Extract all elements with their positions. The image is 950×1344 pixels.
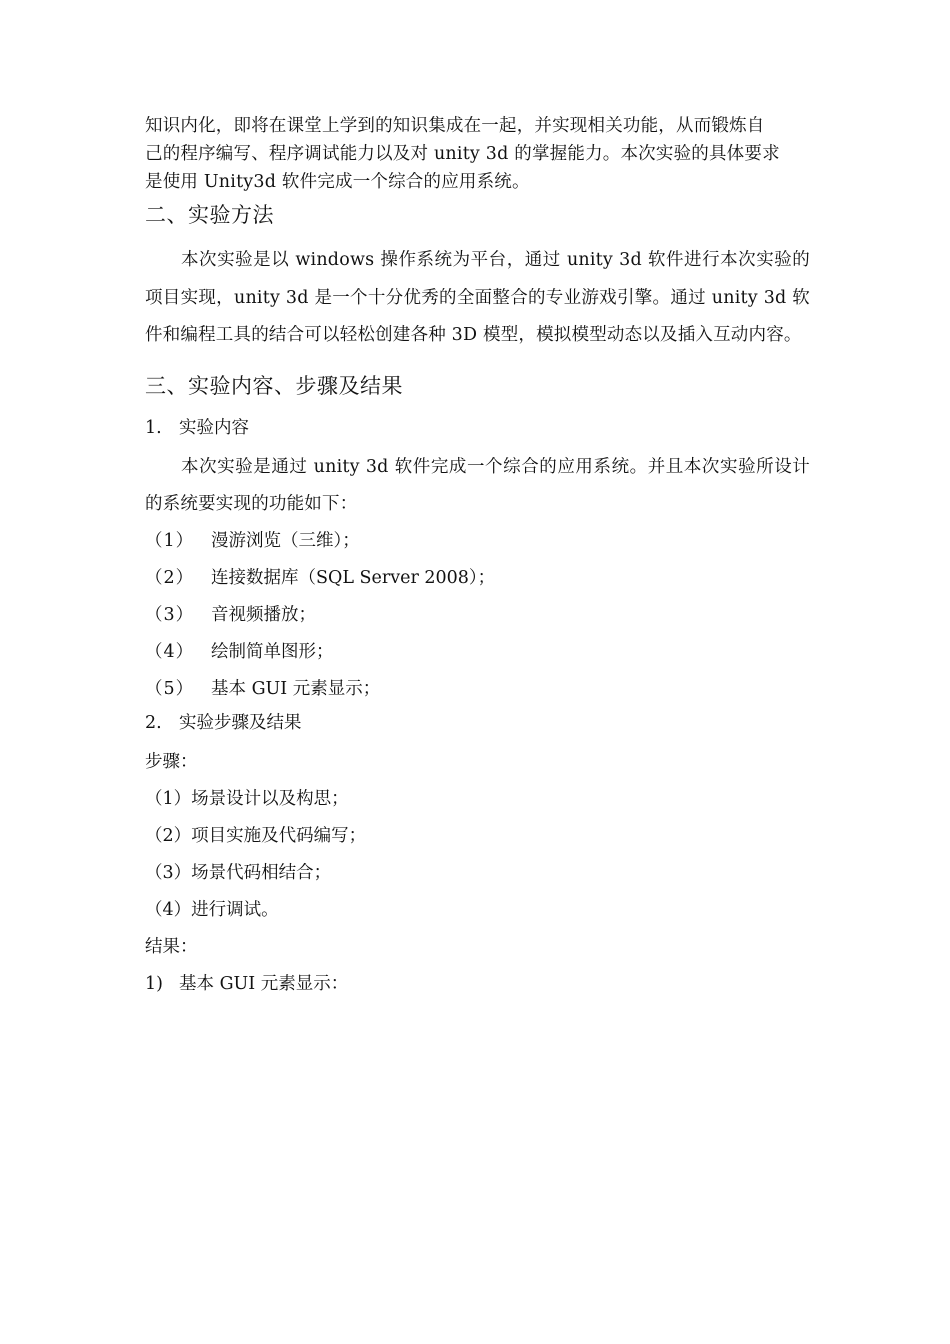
subsection-title: 实验内容 <box>179 417 249 438</box>
step-item: （2）项目实施及代码编写； <box>145 825 367 846</box>
methods-paragraph: 本次实验是以 windows 操作系统为平台，通过 unity 3d 软件进行本次实验的项目实现，unity 3d 是一个十分优秀的全面整合的专业游戏引擎。通过 unity 3d 软件和编程工具的结合可以轻松创建各种 3D 模型，模拟模型动态以及插入互动内容。 <box>145 250 810 345</box>
list-item <box>145 523 810 560</box>
document-content <box>145 112 810 1003</box>
steps-list <box>145 781 810 929</box>
list-item-text: 基本 GUI 元素显示； <box>211 678 381 699</box>
content-paragraph: 本次实验是通过 unity 3d 软件完成一个综合的应用系统。并且本次实验所设计的系统要实现的功能如下： <box>145 456 810 514</box>
result-item <box>145 966 810 1003</box>
results-label: 结果： <box>145 936 198 957</box>
list-item-text: 绘制简单图形； <box>211 641 334 662</box>
subsection-heading-content <box>145 413 810 443</box>
list-item-text: 连接数据库（SQL Server 2008）； <box>211 567 496 588</box>
list-item-text: 音视频播放； <box>211 604 316 625</box>
list-item <box>145 597 810 634</box>
list-marker: （1） <box>145 530 195 551</box>
subsection-number: 2. <box>145 712 162 733</box>
intro-line-2: 己的程序编写、程序调试能力以及对 unity 3d 的掌握能力。本次实验的具体要求 <box>145 144 780 164</box>
intro-line-1: 知识内化，即将在课堂上学到的知识集成在一起，并实现相关功能，从而锻炼自 <box>145 116 765 136</box>
step-item: （4）进行调试。 <box>145 899 279 920</box>
subsection-title: 实验步骤及结果 <box>179 712 302 733</box>
intro-line-3: 是使用 Unity3d 软件完成一个综合的应用系统。 <box>145 172 530 192</box>
steps-label: 步骤： <box>145 751 198 772</box>
list-marker: （5） <box>145 678 195 699</box>
list-marker: （4） <box>145 641 195 662</box>
list-marker: （3） <box>145 604 195 625</box>
step-item: （3）场景代码相结合； <box>145 862 332 883</box>
list-item-text: 漫游浏览（三维）； <box>211 530 360 551</box>
list-item <box>145 560 810 597</box>
list-item <box>145 634 810 671</box>
intro-paragraph <box>145 112 810 196</box>
result-text: 基本 GUI 元素显示： <box>179 973 349 994</box>
subsection-heading-steps <box>145 708 810 738</box>
list-marker: （2） <box>145 567 195 588</box>
result-number: 1) <box>145 973 163 994</box>
section-heading-methods: 二、实验方法 <box>145 203 274 227</box>
subsection-number: 1. <box>145 417 162 438</box>
feature-list <box>145 523 810 708</box>
step-item: （1）场景设计以及构思； <box>145 788 349 809</box>
list-item <box>145 671 810 708</box>
section-heading-content: 三、实验内容、步骤及结果 <box>145 373 403 398</box>
